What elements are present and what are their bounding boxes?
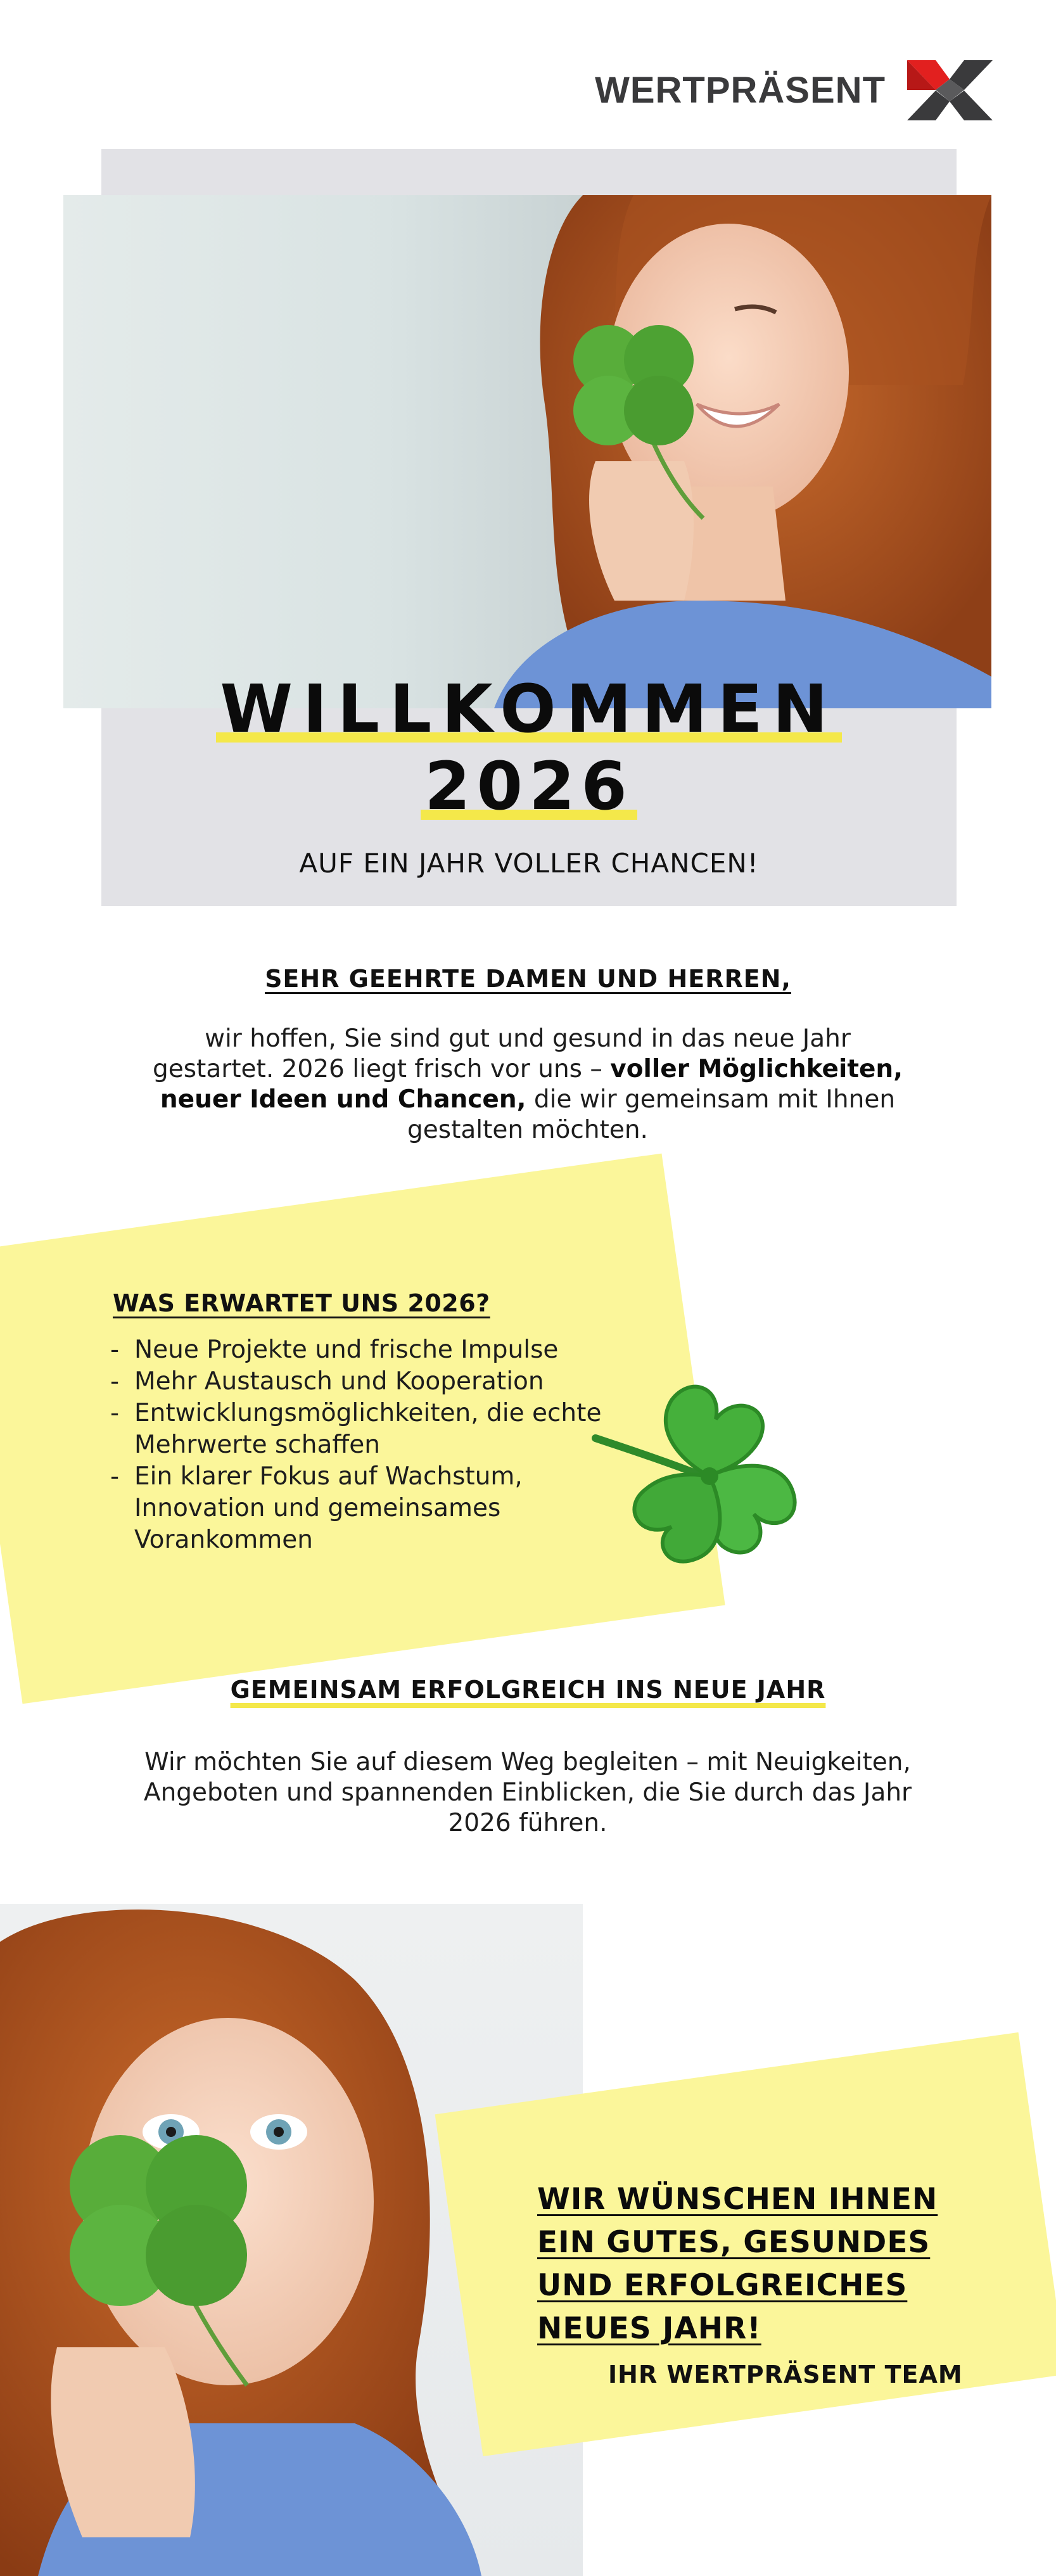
wertpraesent-logo-icon — [907, 60, 993, 120]
together-paragraph: Wir möchten Sie auf diesem Weg begleiten – mit Neuigkeiten, Angeboten und spannenden Einblicken, die Sie durch das Jahr 2026 führen. — [143, 1748, 912, 1837]
hero-image — [63, 195, 991, 708]
hero-subtitle: AUF EIN JAHR VOLLER CHANCEN! — [299, 848, 759, 879]
greeting-paragraph — [148, 1024, 908, 1145]
team-signature: IHR WERTPRÄSENT TEAM — [608, 2361, 963, 2388]
hero-title-text-2: 2026 — [421, 748, 637, 825]
greeting-heading-text: SEHR GEEHRTE DAMEN UND HERREN, — [265, 965, 791, 993]
greeting-text-bold: voller Möglichkeiten, neuer Ideen und Chancen, — [160, 1055, 903, 1114]
hero-title-line1 — [101, 670, 957, 748]
wish-line-1: WIR WÜNSCHEN IHNEN — [537, 2182, 938, 2217]
together-heading-text: GEMEINSAM ERFOLGREICH INS NEUE JAHR — [230, 1676, 826, 1704]
wish-line-2: EIN GUTES, GESUNDES — [537, 2225, 931, 2260]
greeting-heading — [0, 965, 1056, 993]
wish-text — [537, 2178, 1006, 2350]
wish-line-4: NEUES JAHR! — [537, 2311, 761, 2346]
list-item: - Mehr Austausch und Kooperation — [109, 1366, 616, 1398]
expectations-heading — [113, 1289, 490, 1317]
greeting-text-part2: die wir gemeinsam mit Ihnen gestalten möchten. — [407, 1085, 896, 1144]
list-item: - Neue Projekte und frische Impulse — [109, 1334, 616, 1366]
brand-name: WERTPRÄSENT — [595, 70, 886, 111]
together-heading — [0, 1676, 1056, 1704]
wish-line-3: UND ERFOLGREICHES — [537, 2268, 908, 2303]
hero-title-line2 — [101, 748, 957, 825]
four-leaf-clover-icon — [583, 1356, 811, 1571]
expectations-list — [109, 1334, 616, 1556]
hero-title-text-1: WILLKOMMEN — [216, 670, 841, 748]
brand-logo[interactable] — [595, 60, 993, 120]
list-item: - Entwicklungsmöglichkeiten, die echte Mehrwerte schaffen — [109, 1398, 616, 1461]
list-item: - Ein klarer Fokus auf Wachstum, Innovation und gemeinsames Vorankommen — [109, 1461, 616, 1556]
greeting-text-part1: wir hoffen, Sie sind gut und gesund in das neue Jahr gestartet. 2026 liegt frisch vor uns – — [152, 1024, 851, 1083]
expectations-heading-text: WAS ERWARTET UNS 2026? — [113, 1289, 490, 1317]
